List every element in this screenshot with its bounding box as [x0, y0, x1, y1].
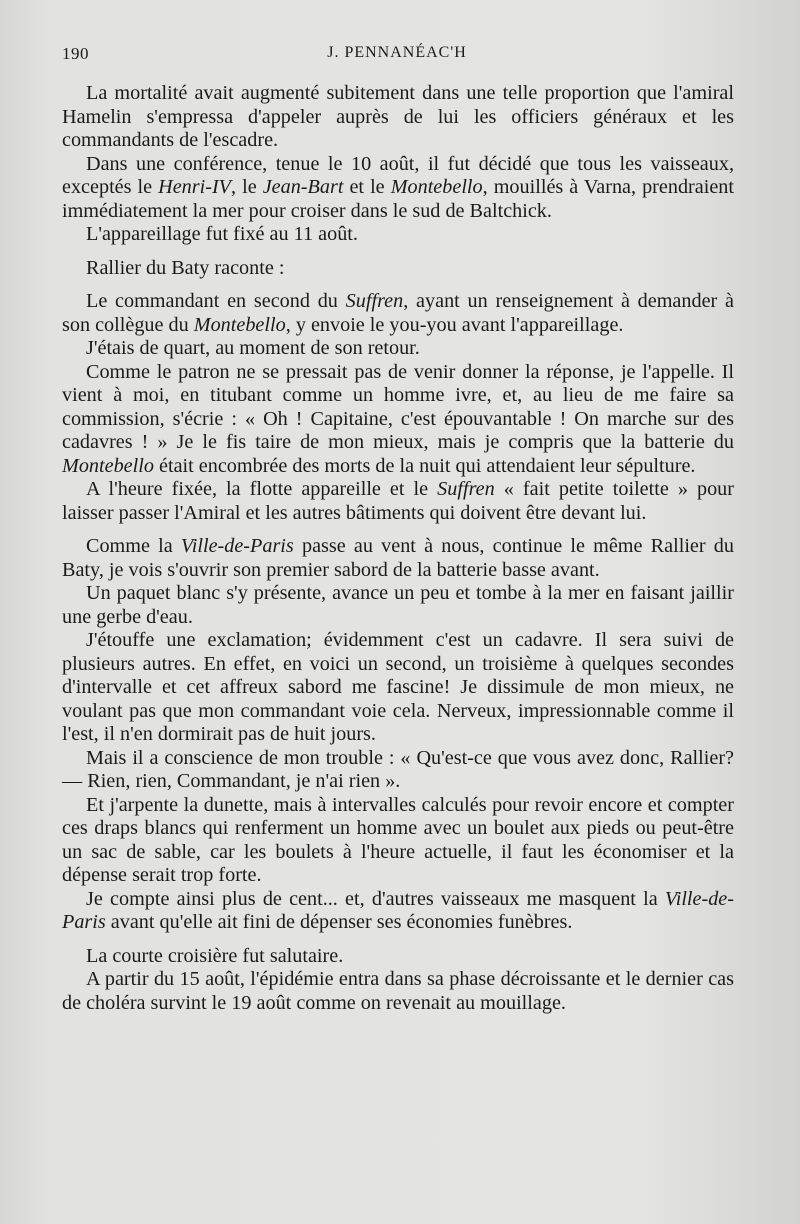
page-header: [62, 44, 732, 68]
text-segment: Rallier du Baty raconte :: [86, 256, 285, 279]
text-segment: Mais il a conscience de mon trouble : « Qu'est-ce que vous avez donc, Rallier? — Rien, rien, Commandant, je n'ai rien ».: [62, 746, 734, 792]
italic-name: Montebello: [193, 313, 286, 336]
body-text: [62, 82, 734, 1015]
text-segment: , mouillés à Varna, prendraient immédiatement la mer pour croiser dans le sud de Baltchick.: [62, 176, 734, 222]
running-title: J. PENNANÉAC'H: [327, 44, 467, 61]
paragraph: [62, 223, 734, 247]
text-segment: J'étais de quart, au moment de son retour.: [86, 337, 420, 359]
paragraph: [62, 153, 734, 224]
text-segment: passe au vent à nous, continue le même Rallier du Baty, je vois s'ouvrir son premier sabord de la batterie basse avant.: [62, 535, 734, 581]
text-segment: La courte croisière fut salutaire.: [86, 944, 344, 967]
text-segment: Je compte ainsi plus de cent... et, d'autres vaisseaux me masquent la: [86, 887, 665, 910]
paragraph: [62, 478, 734, 525]
paragraph: [62, 337, 734, 361]
paragraph: [62, 794, 734, 888]
text-segment: était encombrée des morts de la nuit qui attendaient leur sépulture.: [153, 454, 696, 477]
paragraph: [62, 747, 734, 794]
page-number: 190: [62, 44, 89, 63]
text-segment: , ayant un renseignement à demander à son collègue du: [62, 290, 734, 336]
text-segment: J'étouffe une exclamation; évidemment c'est un cadavre. Il sera suivi de plusieurs autres. En effet, en voici un second, un troisième à quelques secondes d'intervalle et cet affreux sabord me fascine! Je dissimule de mon mieux, ne voulant pas que mon commandant voie cela. Nerveux, impressionnable comme il l'est, il n'en dormirait pas de huit jours.: [62, 629, 734, 745]
text-segment: Le commandant en second du: [86, 290, 346, 312]
italic-name: Ville-de-Paris: [180, 535, 294, 557]
italic-name: Suffren: [437, 478, 495, 500]
italic-name: Montebello: [390, 176, 483, 198]
text-segment: A partir du 15 août, l'épidémie entra dans sa phase décroissante et le dernier cas de choléra survint le 19 août comme on revenait au mouillage.: [62, 968, 734, 1014]
paragraph: [62, 629, 734, 747]
text-segment: A l'heure fixée, la flotte appareille et le: [86, 478, 438, 500]
text-segment: « fait petite toilette » pour laisser passer l'Amiral et les autres bâtiments qui doivent être devant lui.: [62, 478, 734, 524]
paragraph: [62, 82, 734, 153]
text-segment: Comme la: [86, 535, 181, 557]
paragraph: [62, 535, 734, 582]
italic-name: Montebello: [62, 454, 154, 477]
paragraph: [62, 582, 734, 629]
text-segment: avant qu'elle ait fini de dépenser ses économies funèbres.: [105, 911, 573, 933]
paragraph: [62, 888, 734, 935]
text-segment: , y envoie le you-you avant l'appareillage.: [285, 313, 624, 336]
paragraph: [62, 968, 734, 1015]
paragraph: [62, 257, 734, 281]
italic-name: Jean-Bart: [262, 176, 344, 198]
italic-name: Suffren: [345, 290, 404, 312]
text-segment: Et j'arpente la dunette, mais à intervalles calculés pour revoir encore et compter ces draps blancs qui renferment un homme avec un boulet aux pieds ou peut-être un sac de sable, car les boulets à l'heure actuelle, il faut les économiser et la dépense serait trop forte.: [62, 793, 734, 886]
text-segment: La mortalité avait augmenté subitement dans une telle proportion que l'amiral Hamelin s'empressa d'appeler auprès de lui les officiers généraux et les commandants de l'escadre.: [62, 82, 734, 151]
text-segment: Comme le patron ne se pressait pas de venir donner la réponse, je l'appelle. Il vient à moi, en titubant comme un homme ivre, et, au lieu de me faire sa commission, s'écrie : « Oh ! Capitaine, c'est épouvantable ! On marche sur des cadavres ! » Je le fis taire de mon mieux, mais je compris que la batterie du: [62, 360, 734, 453]
italic-name: Henri-IV: [158, 176, 232, 198]
text-segment: , le: [231, 176, 263, 198]
text-segment: Dans une conférence, tenue le 10 août, il fut décidé que tous les vaisseaux, exceptés le: [62, 152, 734, 198]
text-segment: et le: [343, 176, 391, 198]
paragraph: [62, 945, 734, 969]
text-segment: L'appareillage fut fixé au 11 août.: [86, 223, 358, 245]
text-segment: Un paquet blanc s'y présente, avance un peu et tombe à la mer en faisant jaillir une gerbe d'eau.: [62, 582, 734, 628]
italic-name: Ville-de-Paris: [62, 887, 734, 933]
paragraph: [62, 361, 734, 479]
paragraph: [62, 290, 734, 337]
